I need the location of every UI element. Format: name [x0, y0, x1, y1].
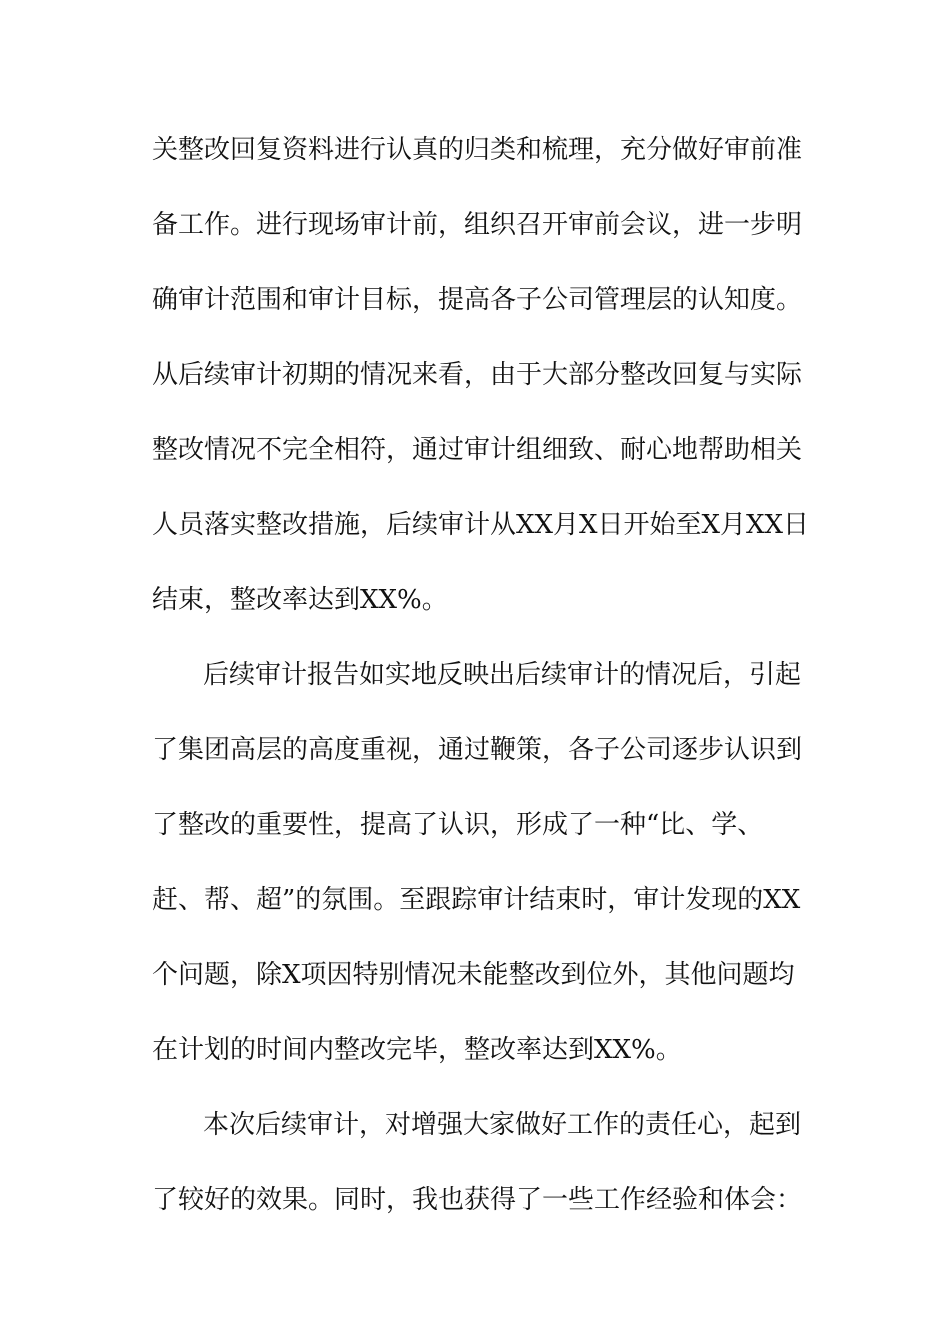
paragraph-line: 确审计范围和审计目标，提高各子公司管理层的认知度。 — [152, 285, 803, 315]
paragraph-line: 结束，整改率达到XX%。 — [152, 585, 448, 615]
paragraph-line: 了集团高层的高度重视，通过鞭策，各子公司逐步认识到 — [152, 735, 803, 765]
paragraph-line: 了较好的效果。同时，我也获得了一些工作经验和体会： — [152, 1185, 803, 1215]
paragraph-line: 了整改的重要性，提高了认识，形成了一种“比、学、 — [152, 810, 764, 840]
paragraph-line: 个问题，除X项因特别情况未能整改到位外，其他问题均 — [152, 960, 795, 990]
paragraph-first-line: 本次后续审计，对增强大家做好工作的责任心，起到 — [203, 1110, 802, 1140]
paragraph-line: 从后续审计初期的情况来看，由于大部分整改回复与实际 — [152, 360, 803, 390]
paragraph-line: 人员落实整改措施，后续审计从XX月X日开始至X月XX日 — [152, 510, 810, 540]
paragraph-line: 备工作。进行现场审计前，组织召开审前会议，进一步明 — [152, 210, 803, 240]
paragraph-line: 关整改回复资料进行认真的归类和梳理，充分做好审前准 — [152, 135, 803, 165]
paragraph-first-line: 后续审计报告如实地反映出后续审计的情况后，引起 — [203, 660, 802, 690]
paragraph-line: 赶、帮、超”的氛围。至跟踪审计结束时，审计发现的XX — [152, 885, 801, 915]
paragraph-line: 整改情况不完全相符，通过审计组细致、耐心地帮助相关 — [152, 435, 803, 465]
paragraph-line: 在计划的时间内整改完毕，整改率达到XX%。 — [152, 1035, 682, 1065]
